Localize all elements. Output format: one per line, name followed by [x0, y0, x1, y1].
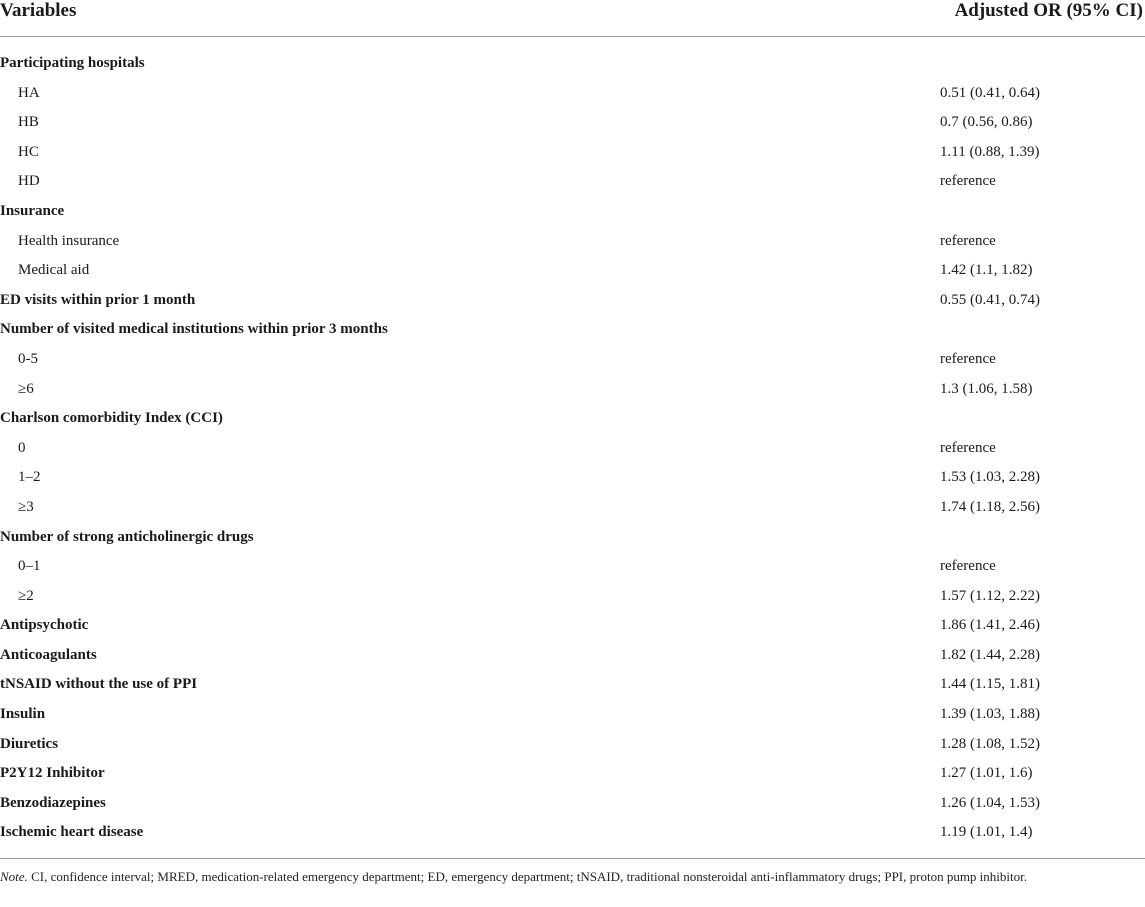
- table-row: [0, 492, 1145, 522]
- row-value: 1.11 (0.88, 1.39): [940, 143, 1040, 160]
- table-row: [0, 314, 1145, 344]
- table-row: [0, 699, 1145, 729]
- row-value: 0.7 (0.56, 0.86): [940, 114, 1033, 131]
- table-row: [0, 255, 1145, 285]
- row-value: reference: [940, 173, 996, 190]
- row-label: Charlson comorbidity Index (CCI): [0, 410, 223, 427]
- row-value: 1.19 (1.01, 1.4): [940, 824, 1033, 841]
- row-value: 1.39 (1.03, 1.88): [940, 706, 1040, 723]
- row-label: Number of visited medical institutions within prior 3 months: [0, 321, 388, 338]
- table-row: [0, 817, 1145, 847]
- row-label: Ischemic heart disease: [0, 824, 144, 841]
- row-label: Insulin: [0, 706, 46, 723]
- row-label: tNSAID without the use of PPI: [0, 676, 198, 693]
- adjusted-or-column-header: Adjusted OR (95% CI): [954, 0, 1143, 21]
- row-label: Antipsychotic: [0, 617, 89, 634]
- table-row: [0, 462, 1145, 492]
- table-row: [0, 758, 1145, 788]
- table-row: [0, 403, 1145, 433]
- row-label: HD: [18, 173, 40, 190]
- table-header: [0, 0, 1145, 37]
- row-value: 1.74 (1.18, 2.56): [940, 498, 1040, 515]
- row-value: 1.26 (1.04, 1.53): [940, 794, 1040, 811]
- table-row: [0, 137, 1145, 167]
- table-row: [0, 374, 1145, 404]
- row-value: 1.27 (1.01, 1.6): [940, 765, 1033, 782]
- row-value: 1.86 (1.41, 2.46): [940, 617, 1040, 634]
- row-label: ≥2: [18, 587, 34, 604]
- table-row: [0, 48, 1145, 78]
- table-row: [0, 551, 1145, 581]
- table-row: [0, 581, 1145, 611]
- row-label: HC: [18, 143, 39, 160]
- variables-column-header: Variables: [0, 0, 77, 21]
- table-row: [0, 166, 1145, 196]
- row-label: 0: [18, 439, 26, 456]
- row-label: 0-5: [18, 350, 38, 367]
- row-label: Anticoagulants: [0, 646, 97, 663]
- table-body: [0, 48, 1145, 847]
- row-label: ≥3: [18, 498, 34, 515]
- row-label: 0–1: [18, 558, 41, 575]
- row-label: Benzodiazepines: [0, 794, 106, 811]
- row-value: reference: [940, 232, 996, 249]
- table-row: [0, 433, 1145, 463]
- note-prefix: Note.: [0, 869, 28, 884]
- row-label: Participating hospitals: [0, 55, 145, 71]
- row-label: HA: [18, 84, 40, 101]
- table-row: [0, 522, 1145, 552]
- table-note: [0, 867, 1140, 886]
- row-label: HB: [18, 114, 39, 131]
- table-bottom-rule: [0, 858, 1145, 859]
- note-text: CI, confidence interval; MRED, medication-related emergency department; ED, emergency department; tNSAID, traditional nonsteroidal anti-inflammatory drugs; PPI, proton pump inhibitor.: [27, 869, 1027, 884]
- row-label: Health insurance: [18, 232, 120, 249]
- row-label: Number of strong anticholinergic drugs: [0, 528, 254, 545]
- row-label: 1–2: [18, 469, 41, 486]
- row-value: reference: [940, 439, 996, 456]
- table-row: [0, 107, 1145, 137]
- row-label: ED visits within prior 1 month: [0, 291, 196, 308]
- row-label: P2Y12 Inhibitor: [0, 765, 105, 782]
- table-row: [0, 640, 1145, 670]
- row-value: 1.57 (1.12, 2.22): [940, 587, 1040, 604]
- row-label: Insurance: [0, 202, 65, 219]
- row-value: reference: [940, 350, 996, 367]
- row-value: 1.42 (1.1, 1.82): [940, 262, 1033, 279]
- table-row: [0, 344, 1145, 374]
- row-value: 0.55 (0.41, 0.74): [940, 291, 1040, 308]
- row-value: 1.82 (1.44, 2.28): [940, 646, 1040, 663]
- table-row: [0, 285, 1145, 315]
- row-value: 1.3 (1.06, 1.58): [940, 380, 1033, 397]
- table-row: [0, 729, 1145, 759]
- row-value: 1.53 (1.03, 2.28): [940, 469, 1040, 486]
- row-value: reference: [940, 558, 996, 575]
- row-value: 1.28 (1.08, 1.52): [940, 735, 1040, 752]
- row-label: Diuretics: [0, 735, 59, 752]
- table-row: [0, 610, 1145, 640]
- table-row: [0, 669, 1145, 699]
- table-row: [0, 226, 1145, 256]
- row-label: Medical aid: [18, 262, 90, 279]
- table-row: [0, 78, 1145, 108]
- table-row: [0, 196, 1145, 226]
- row-label: ≥6: [18, 380, 34, 397]
- table-row: [0, 788, 1145, 818]
- row-value: 1.44 (1.15, 1.81): [940, 676, 1040, 693]
- row-value: 0.51 (0.41, 0.64): [940, 84, 1040, 101]
